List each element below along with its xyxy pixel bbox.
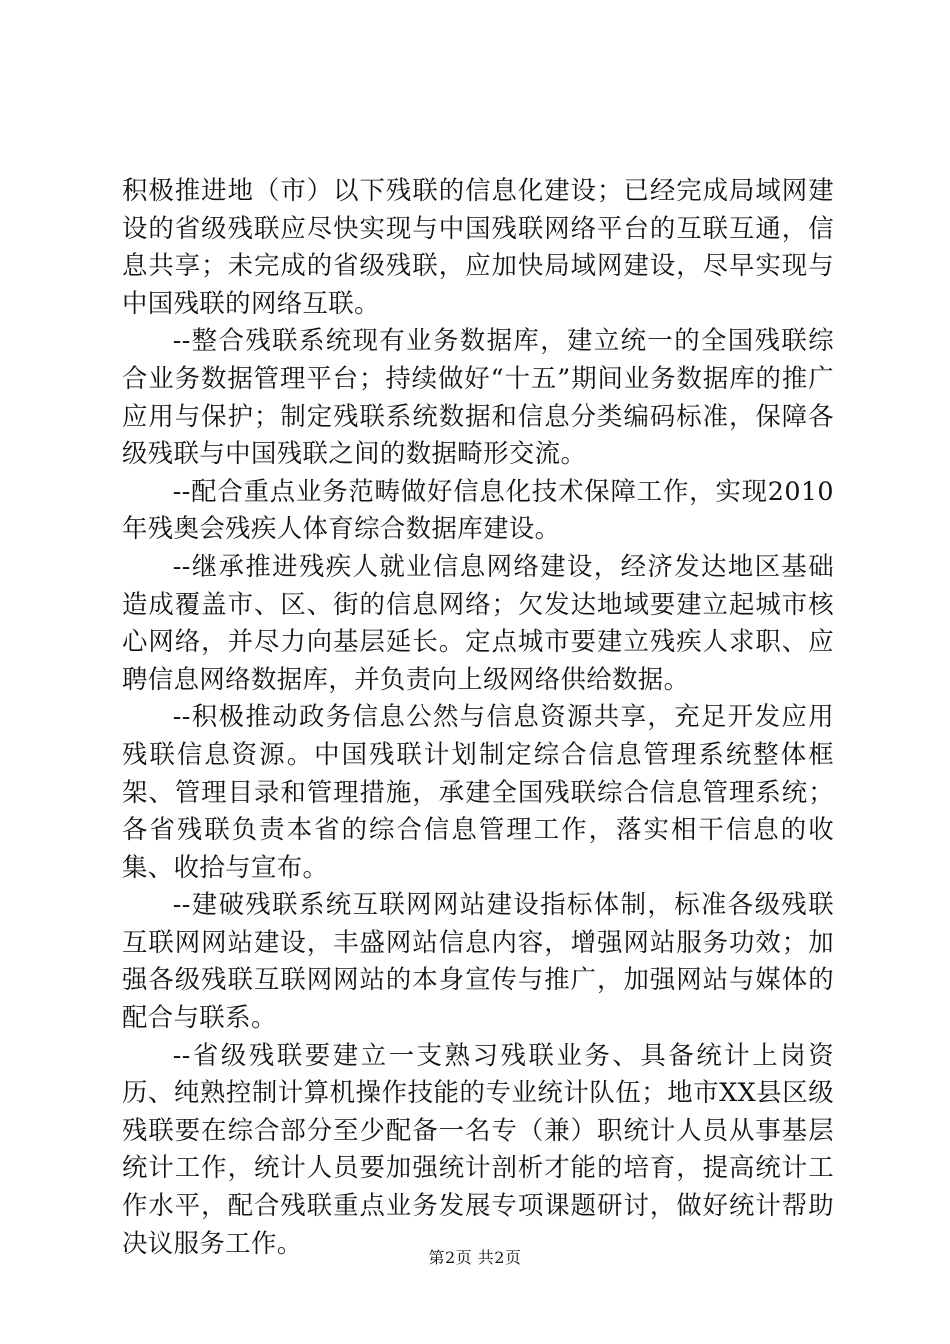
document-body [122,172,834,1262]
paragraph-website-construction: --建破残联系统互联网网站建设指标体制，标准各级残联互联网网站建设，丰盛网站信息内容，增强网站服务功效；加强各级残联互联网网站的本身宣传与推广，加强网站与媒体的配合与联系。 [122,889,834,1033]
paragraph-database-integration: --整合残联系统现有业务数据库，建立统一的全国残联综合业务数据管理平台；持续做好“十五”期间业务数据库的推广应用与保护；制定残联系统数据和信息分类编码标准，保障各级残联与中国残联之间的数据畸形交流。 [122,325,834,469]
paragraph-information-sharing: --积极推动政务信息公然与信息资源共享，充足开发应用残联信息资源。中国残联计划制定综合信息管理系统整体框架、管理目录和管理措施，承建全国残联综合信息管理系统；各省残联负责本省的综合信息管理工作，落实相干信息的收集、收拾与宣布。 [122,701,834,882]
paragraph-employment-network: --继承推进残疾人就业信息网络建设，经济发达地区基础造成覆盖市、区、街的信息网络；欠发达地域要建立起城市核心网络，并尽力向基层延长。定点城市要建立残疾人求职、应聘信息网络数据库，并负责向上级网络供给数据。 [122,550,834,694]
paragraph-statistics-team: --省级残联要建立一支熟习残联业务、具备统计上岗资历、纯熟控制计算机操作技能的专业统计队伍；地市XX县区级残联要在综合部分至少配备一名专（兼）职统计人员从事基层统计工作，统计人员要加强统计剖析才能的培育，提高统计工作水平，配合残联重点业务发展专项课题研讨，做好统计帮助决议服务工作。 [122,1039,834,1258]
paragraph-paralympics-support: --配合重点业务范畴做好信息化技术保障工作，实现2010年残奥会残疾人体育综合数据库建设。 [122,475,834,544]
page-number-footer: 第2页 共2页 [428,1248,522,1267]
paragraph-continuation: 积极推进地（市）以下残联的信息化建设；已经完成局域网建设的省级残联应尽快实现与中国残联网络平台的互联互通，信息共享；未完成的省级残联，应加快局域网建设，尽早实现与中国残联的网络互联。 [122,175,834,318]
